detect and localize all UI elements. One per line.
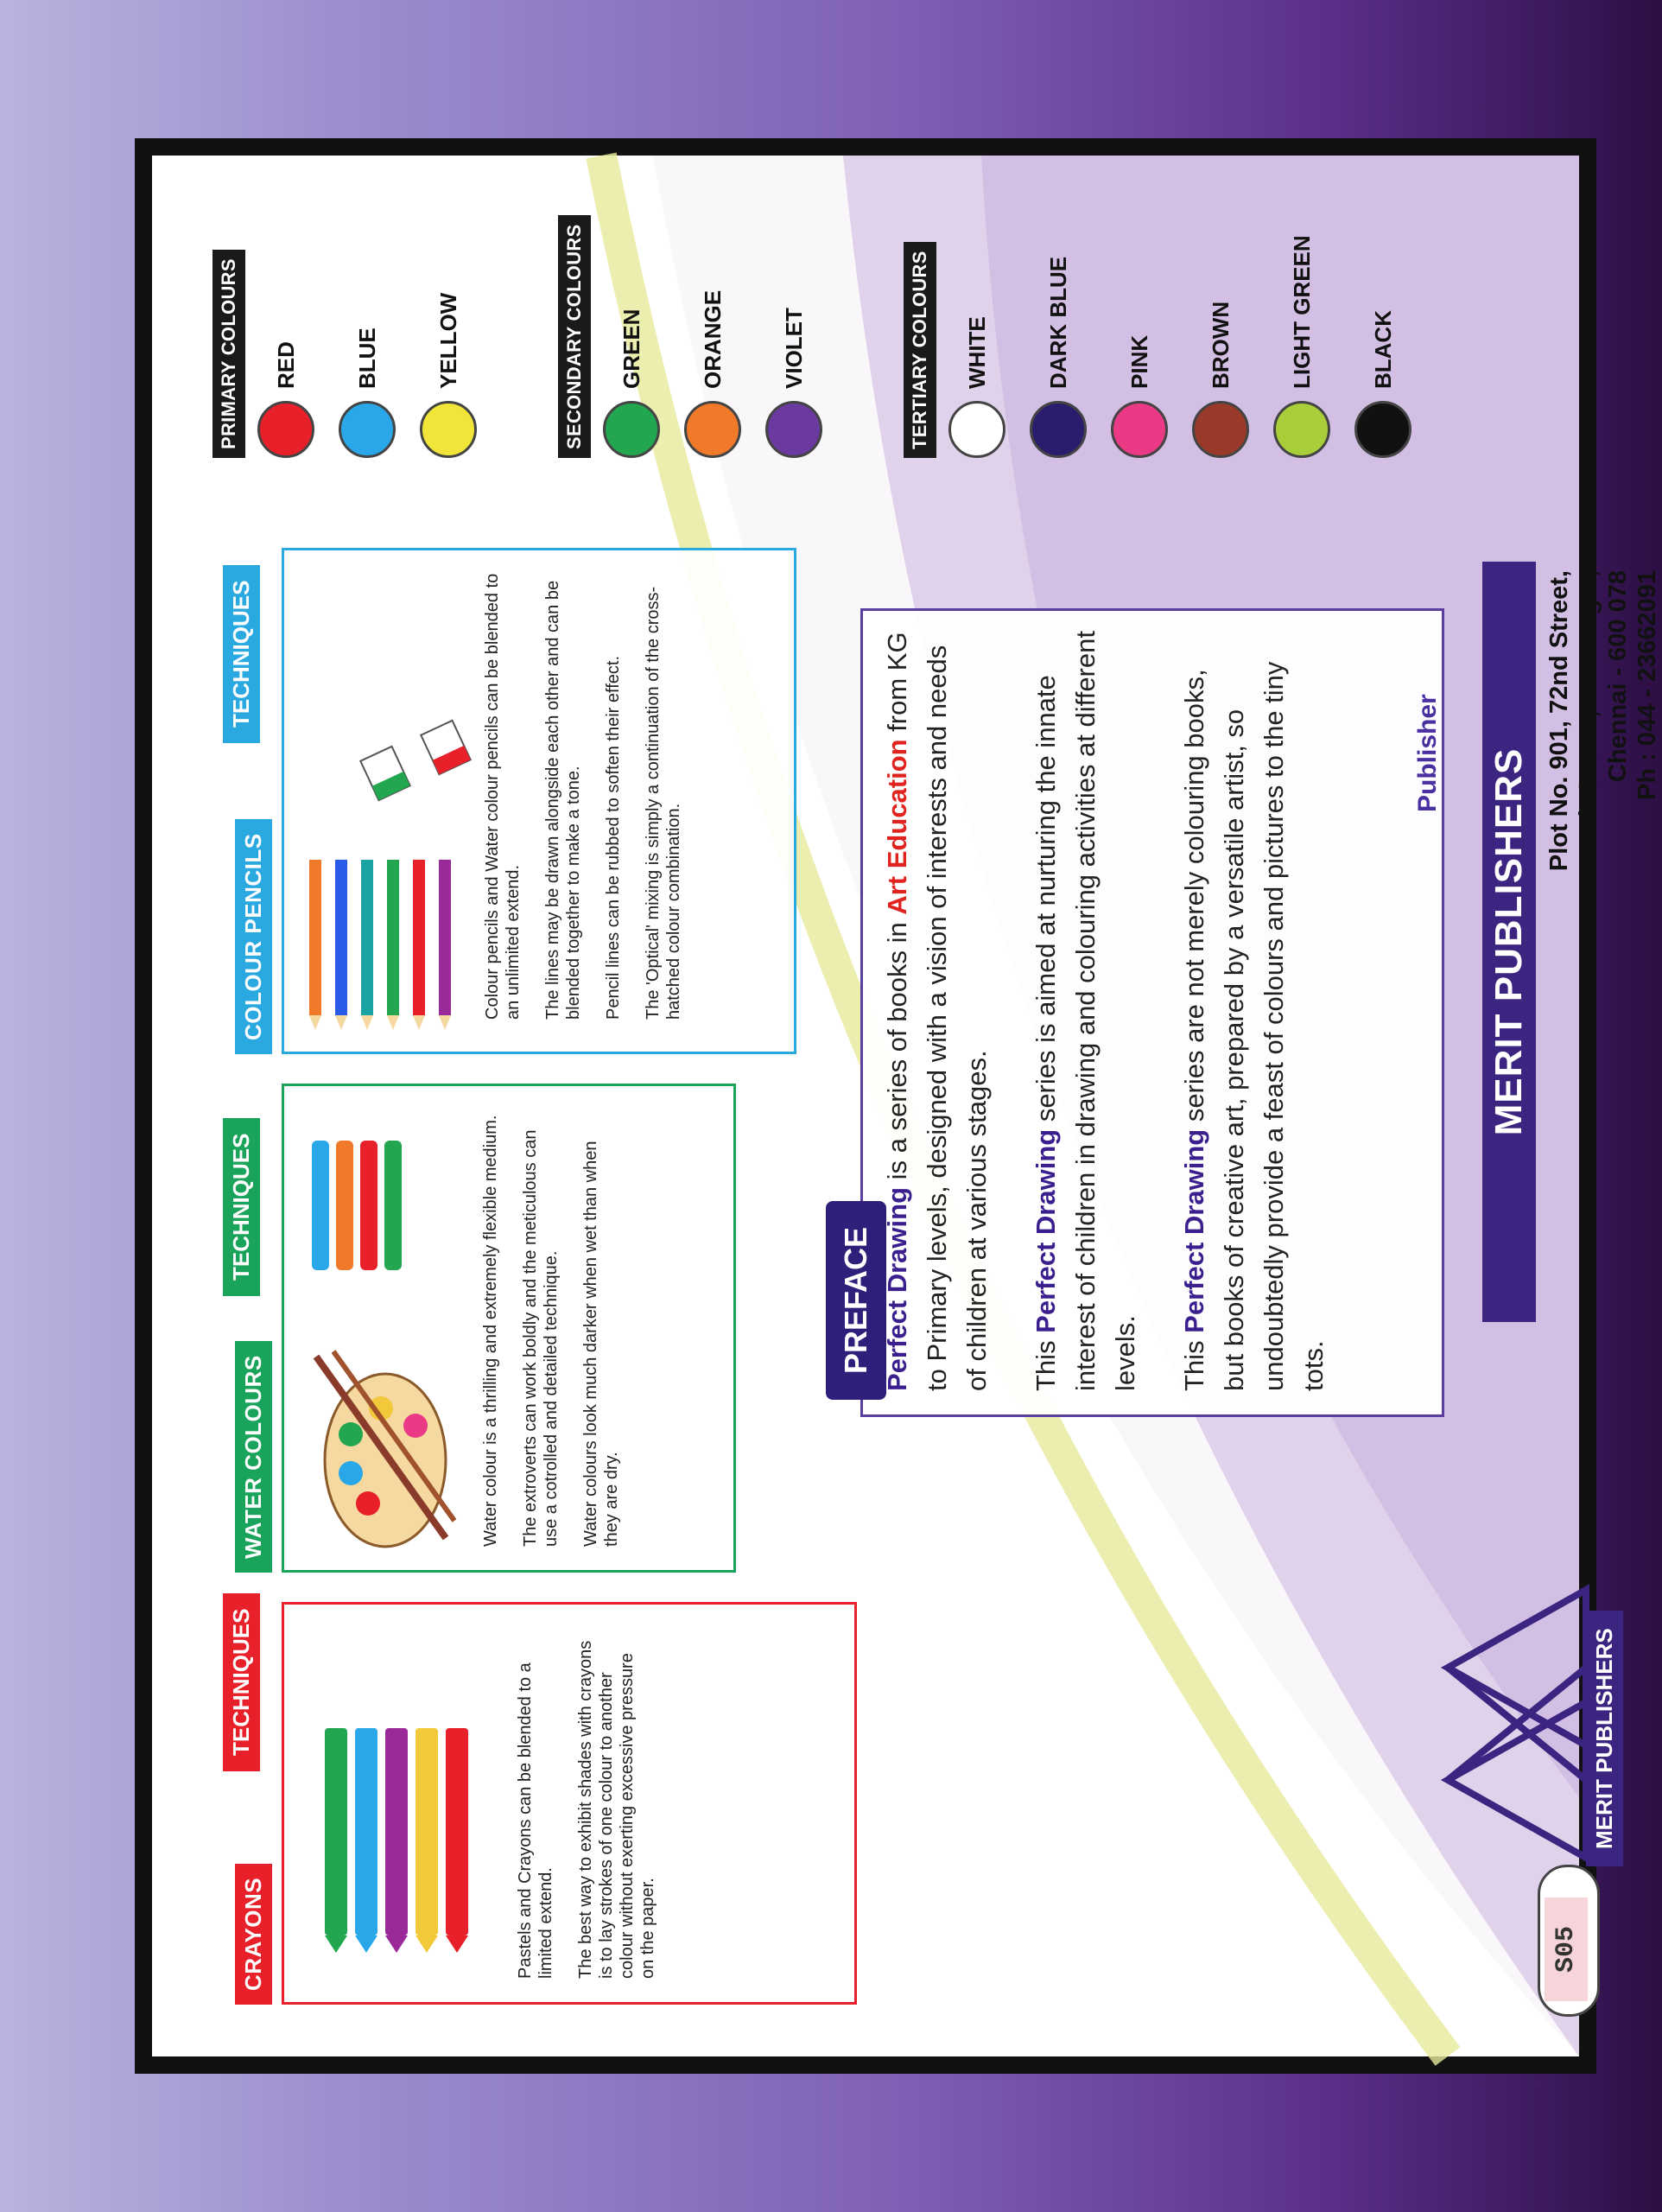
colour-swatch-label: WHITE [963, 316, 990, 389]
colour-swatch-row [1261, 235, 1342, 458]
colour-swatch-row [1099, 235, 1180, 458]
crayons-text [515, 1633, 677, 1979]
colour-swatch [948, 401, 1005, 458]
tertiary-colours-group [904, 235, 1424, 458]
preface-text: series are not merely colouring books, but books of creative art, prepared by a versatile artist, so undoubtedly provide a feast of colours and pictures to the tiny tots. [1179, 661, 1329, 1391]
water-para-2: The extroverts can work boldly and the meticulous can use a cotrolled and detailed technique. [521, 1129, 561, 1547]
colour-swatch-row [1342, 235, 1424, 458]
water-colours-text [480, 1106, 641, 1547]
address-line: Chennai - 600 078 [1604, 570, 1632, 782]
pencil-orange [309, 860, 321, 1030]
preface-text: This [1179, 1332, 1209, 1391]
colour-swatch [1273, 401, 1330, 458]
series-name: Perfect Drawing [1031, 1128, 1061, 1333]
colour-swatch-row [753, 215, 834, 458]
colour-swatch [339, 401, 396, 458]
colour-swatch-label: PINK [1126, 334, 1152, 389]
pencil-blue [335, 860, 347, 1030]
secondary-colours-title: SECONDARY COLOURS [558, 215, 591, 458]
pencil-teal [361, 860, 373, 1030]
water-colours-techniques-tab: TECHNIQUES [223, 1118, 260, 1296]
pencils-para-4: The 'Optical' mixing is simply a continuation of the cross-hatched colour combination. [644, 586, 683, 1020]
paint-tubes-illustration [303, 1106, 407, 1279]
colour-pencils-illustration [301, 847, 473, 1037]
tertiary-colours-title: TERTIARY COLOURS [904, 242, 936, 458]
colour-swatch-label: BROWN [1207, 301, 1234, 389]
colour-swatch-label: BLUE [353, 327, 380, 389]
colour-swatch-row [936, 235, 1018, 458]
colour-swatch-label: YELLOW [435, 292, 461, 389]
paint-palette-illustration [299, 1348, 463, 1555]
preface-text: from KG to Primary levels, designed with a vision of interests and needs of children at various stages. [882, 632, 992, 1391]
preface-text: is a series of books in [882, 914, 912, 1187]
colour-swatch-row [1180, 235, 1261, 458]
colour-swatch-row [1018, 235, 1099, 458]
crayon-yellow [416, 1728, 438, 1953]
preface-title: PREFACE [826, 1201, 886, 1400]
back-cover-frame [135, 138, 1661, 2074]
colour-swatch-label: DARK BLUE [1044, 256, 1071, 389]
art-education-highlight: Art Education [882, 739, 912, 915]
colour-swatch-row [672, 215, 753, 458]
preface-body [878, 631, 1363, 1391]
merit-publishers-logo [1430, 1512, 1595, 1875]
series-name: Perfect Drawing [1179, 1128, 1209, 1333]
colour-swatch-label: GREEN [618, 308, 644, 389]
series-name: Perfect Drawing [882, 1186, 912, 1391]
crayons-techniques-tab: TECHNIQUES [223, 1593, 260, 1771]
logo-publisher-name: MERIT PUBLISHERS [1586, 1611, 1623, 1866]
pencil-green [387, 860, 399, 1030]
colour-swatch [603, 401, 660, 458]
publisher-name-band: MERIT PUBLISHERS [1482, 562, 1536, 1322]
preface-para-1 [878, 631, 997, 1391]
crayons-tab: CRAYONS [235, 1864, 272, 2005]
crayon-green [325, 1728, 347, 1953]
crayon-purple [385, 1728, 408, 1953]
colour-swatch [765, 401, 822, 458]
crayons-illustration [308, 1702, 480, 1961]
water-para-1: Water colour is a thrilling and extremely flexible medium. [481, 1115, 500, 1547]
colour-swatch-label: BLACK [1369, 310, 1396, 389]
colour-pencils-tab: COLOUR PENCILS [235, 819, 272, 1054]
primary-colours-group [213, 250, 489, 458]
primary-colours-title: PRIMARY COLOURS [213, 250, 245, 458]
pencil-purple [439, 860, 451, 1030]
colour-swatch-row [591, 215, 672, 458]
colour-pencils-techniques-tab: TECHNIQUES [223, 565, 260, 743]
price-stamp-code: S05 [1545, 1897, 1588, 2001]
address-line: Plot No. 901, 72nd Street, [1545, 570, 1573, 872]
preface-para-2 [1026, 631, 1145, 1391]
colour-swatch-label: VIOLET [780, 308, 807, 389]
crayons-para-2: The best way to exhibit shades with crayons is to lay strokes of one colour to another colour without exerting excessive pressure on the paper. [576, 1640, 657, 1979]
preface-text: series is aimed at nurturing the innate interest of children in drawing and colouring activities at different levels. [1031, 631, 1140, 1391]
crayon-red [446, 1728, 468, 1953]
pencils-para-3: Pencil lines can be rubbed to soften their effect. [604, 655, 623, 1020]
pencils-para-1: Colour pencils and Water colour pencils can be blended to an unlimited extend. [483, 573, 523, 1020]
colour-swatch [684, 401, 741, 458]
colour-swatch-label: RED [272, 341, 299, 389]
colour-swatch-row [245, 250, 327, 458]
colour-swatch [257, 401, 314, 458]
pencils-para-2: The lines may be drawn alongside each other and can be blended together to make a tone. [543, 580, 583, 1020]
colour-swatch [420, 401, 477, 458]
back-cover-card [152, 156, 1661, 2056]
colour-swatch-label: LIGHT GREEN [1288, 235, 1315, 389]
water-para-3: Water colours look much darker when wet than when they are dry. [581, 1141, 621, 1547]
eraser-illustration [351, 709, 489, 812]
crayon-blue [355, 1728, 377, 1953]
preface-text: This [1031, 1332, 1061, 1391]
address-line: 11th Sector, K.K. Nagar, [1575, 570, 1602, 852]
colour-pencils-text [482, 562, 703, 1020]
publisher-signature: Publisher [1413, 694, 1442, 812]
colour-swatch [1354, 401, 1411, 458]
colour-swatch [1030, 401, 1087, 458]
publisher-address [1545, 570, 1662, 1054]
colour-swatch-label: ORANGE [699, 289, 726, 389]
crayons-para-1: Pastels and Crayons can be blended to a limited extend. [516, 1662, 555, 1979]
preface-para-3 [1175, 631, 1334, 1391]
colour-swatch [1111, 401, 1168, 458]
water-colours-tab: WATER COLOURS [235, 1341, 272, 1573]
address-line: Ph : 044 - 23662091 [1633, 570, 1661, 801]
pencil-red [413, 860, 425, 1030]
colour-swatch [1192, 401, 1249, 458]
colour-swatch-row [327, 250, 408, 458]
colour-swatch-row [408, 250, 489, 458]
secondary-colours-group [558, 215, 834, 458]
